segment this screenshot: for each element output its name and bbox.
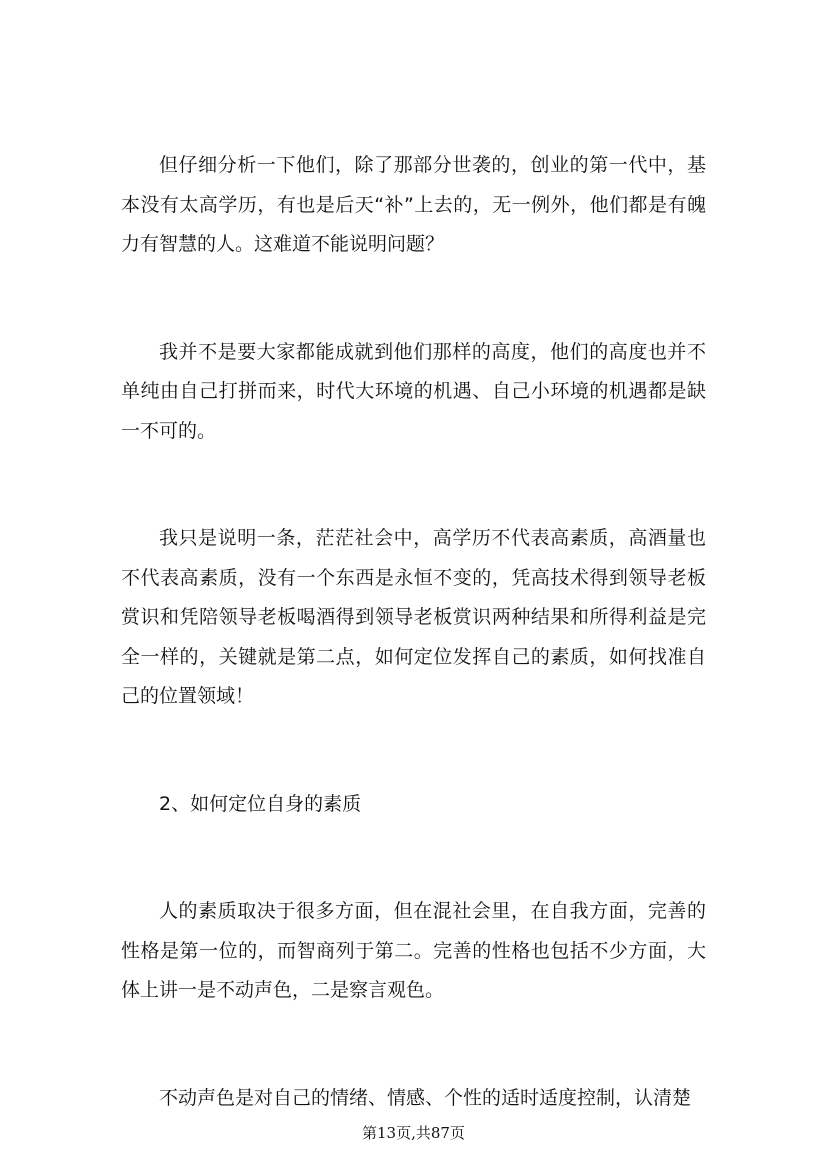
paragraph-5: 不动声色是对自己的情绪、情感、个性的适时适度控制，认清楚 bbox=[159, 1086, 692, 1109]
document-body bbox=[121, 146, 706, 1118]
paragraph-1: 但仔细分析一下他们，除了那部分世袭的，创业的第一代中，基本没有太高学历，有也是后天“补”上去的，无一例外，他们都是有魄力有智慧的人。这难道不能说明问题？ bbox=[121, 154, 706, 255]
section-heading: 2、如何定位自身的素质 bbox=[159, 792, 362, 815]
page-number-footer: 第13页,共87页 bbox=[362, 1124, 465, 1142]
paragraph-2: 我并不是要大家都能成就到他们那样的高度，他们的高度也并不单纯由自己打拼而来，时代大环境的机遇、自己小环境的机遇都是缺一不可的。 bbox=[121, 340, 706, 442]
paragraph-3: 我只是说明一条，茫茫社会中，高学历不代表高素质，高酒量也不代表高素质，没有一个东西是永恒不变的，凭高技术得到领导老板赏识和凭陪领导老板喝酒得到领导老板赏识两种结果和所得利益是完全一样的，关键就是第二点，如何定位发挥自己的素质，如何找准自己的位置领域！ bbox=[121, 527, 706, 707]
paragraph-4: 人的素质取决于很多方面，但在混社会里，在自我方面，完善的性格是第一位的，而智商列于第二。完善的性格也包括不少方面，大体上讲一是不动声色，二是察言观色。 bbox=[121, 900, 706, 1001]
